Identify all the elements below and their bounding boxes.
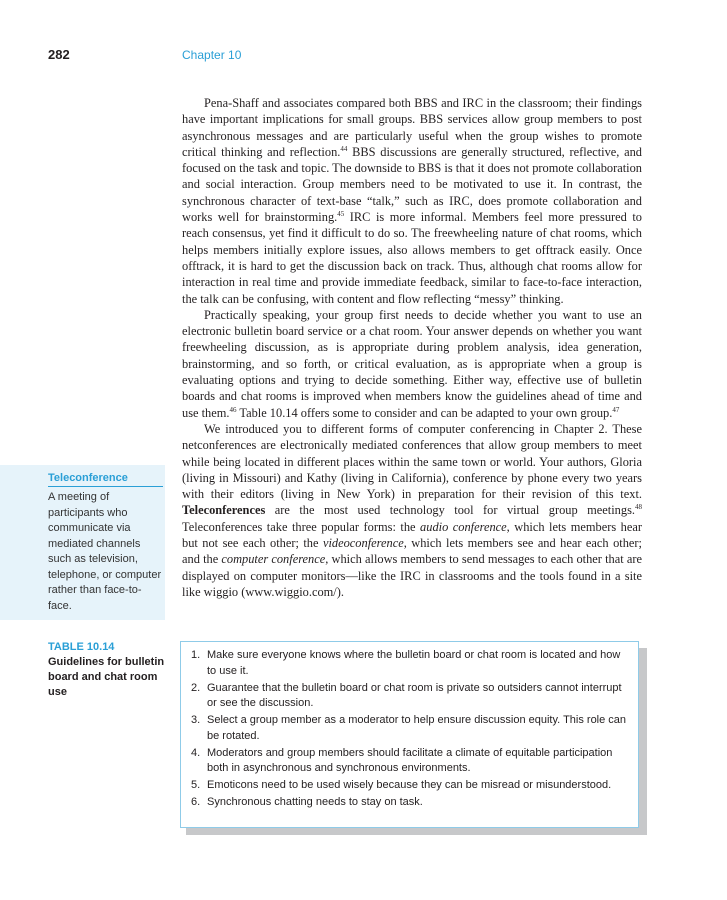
margin-definition: A meeting of participants who communicate via mediated channels such as television, telephone, or computer rather than face-to-face.	[48, 491, 162, 612]
paragraph-3	[182, 421, 642, 600]
guidelines-list	[181, 642, 638, 811]
guideline-item	[191, 648, 628, 679]
paragraph-2	[182, 307, 642, 421]
guideline-number: 5.	[191, 779, 201, 791]
p1-text-b: BBS discussions are generally structured, reflective, and focused on the task and topic. The downside to BBS is that it does not promote collaboration and social interaction. Group members need to be motivated to use it. In contrast, the synchronous character of text-base “talk,” such as IRC, does promote collaboration and works well for brainstorming.	[182, 144, 642, 225]
guideline-item	[191, 681, 628, 712]
footnote-ref-48: 48	[635, 503, 642, 512]
p1-text-a: Pena-Shaff and associates compared both BBS and IRC in the classroom; their findings have important implications for small groups. BBS services allow group members to post asynchronous messages and are particularly useful when the group wishes to promote critical thinking and reflection.	[182, 96, 642, 159]
guideline-text: Guarantee that the bulletin board or chat room is private so outsiders cannot interrupt or see the discussion.	[207, 681, 622, 709]
body-text	[182, 95, 642, 600]
p3-text-b: are the most used technology tool for virtual group meetings.	[265, 503, 635, 518]
margin-term: Teleconference	[48, 472, 128, 484]
p1-text-c: IRC is more informal. Members feel more pressured to reach consensus, yet find it difficult to do so. The freewheeling nature of chat rooms, which helps members initially explore issues, also allows members to get offtrack easily. Once offtrack, it is hard to get the discussion back on track. Thus, although chat rooms allow for interaction in real time and provide immediate feedback, similar to face-to-face interaction, the talk can be confusing, with content and flow reflecting “messy” thinking.	[182, 210, 642, 306]
term-audio-conference: audio conference	[420, 519, 507, 534]
page-number: 282	[48, 47, 70, 62]
guideline-text: Make sure everyone knows where the bulletin board or chat room is located and how to use it.	[207, 649, 621, 677]
guideline-item	[191, 778, 628, 794]
footnote-ref-44: 44	[340, 144, 348, 153]
guideline-text: Synchronous chatting needs to stay on task.	[207, 796, 423, 808]
p3-text-e: , which lets members see and hear each other; and the	[182, 536, 642, 567]
guideline-item	[191, 713, 628, 744]
footnote-ref-46: 46	[229, 405, 237, 414]
guideline-text: Emoticons need to be used wisely because they can be misread or misunderstood.	[207, 779, 612, 791]
table-caption	[48, 640, 173, 700]
term-videoconference: videoconference	[322, 536, 404, 551]
guideline-number: 2.	[191, 681, 201, 694]
guideline-item	[191, 795, 628, 811]
margin-divider	[48, 486, 163, 487]
key-term-teleconferences: Teleconferences	[182, 503, 266, 518]
p2-text-b: Table 10.14 offers some to consider and can be adapted to your own group.	[236, 405, 613, 420]
guidelines-table	[180, 641, 639, 828]
table-title: Guidelines for bulletin board and chat room use	[48, 656, 165, 698]
p3-text-c: Teleconferences take three popular forms: the	[182, 519, 421, 534]
guideline-text: Select a group member as a moderator to help ensure discussion equity. This role can be rotated.	[207, 714, 627, 742]
chapter-label: Chapter 10	[182, 48, 242, 62]
guideline-number: 4.	[191, 746, 201, 759]
p3-text-a: We introduced you to different forms of computer conferencing in Chapter 2. These netconferences are electronically mediated conferences that allow group members to meet while being located in different places within the same town or world. Your authors, Gloria (living in Missouri) and Kathy (living in California), conference by phone every two years with their editors (living in New York) in preparation for their revision of this text.	[182, 421, 642, 502]
term-computer-conference: computer conference	[221, 552, 326, 567]
guideline-number: 6.	[191, 796, 201, 808]
guideline-number: 3.	[191, 714, 201, 726]
p2-text-a: Practically speaking, your group first needs to decide whether you want to use an electronic bulletin board service or a chat room. Your answer depends on whether you want freewheeling discussion, as is appropriate during problem analysis, idea generation, brainstorming, and so forth, or critical evaluation, as is appropriate when a group is evaluating options and trying to decide something. Either way, effective use of bulletin boards and chat rooms is improved when members know the guidelines ahead of time and use them.	[182, 307, 642, 420]
p3-text-f: , which allows members to send messages to each other that are displayed on computer monitors—like the IRC in classrooms and the tools found in a site like wiggio (www.wiggio.com/).	[182, 552, 642, 599]
footnote-ref-45: 45	[337, 209, 345, 218]
paragraph-1	[182, 95, 642, 307]
p3-text-d: , which lets members hear but not see each other; the	[182, 519, 642, 551]
guideline-number: 1.	[191, 649, 201, 661]
table-number: TABLE 10.14	[48, 641, 115, 653]
footnote-ref-47: 47	[612, 405, 620, 414]
margin-definition-box	[0, 465, 165, 620]
guideline-item	[191, 746, 628, 777]
guideline-text: Moderators and group members should facilitate a climate of equitable participation both in asynchronous and synchronous environments.	[207, 746, 613, 774]
